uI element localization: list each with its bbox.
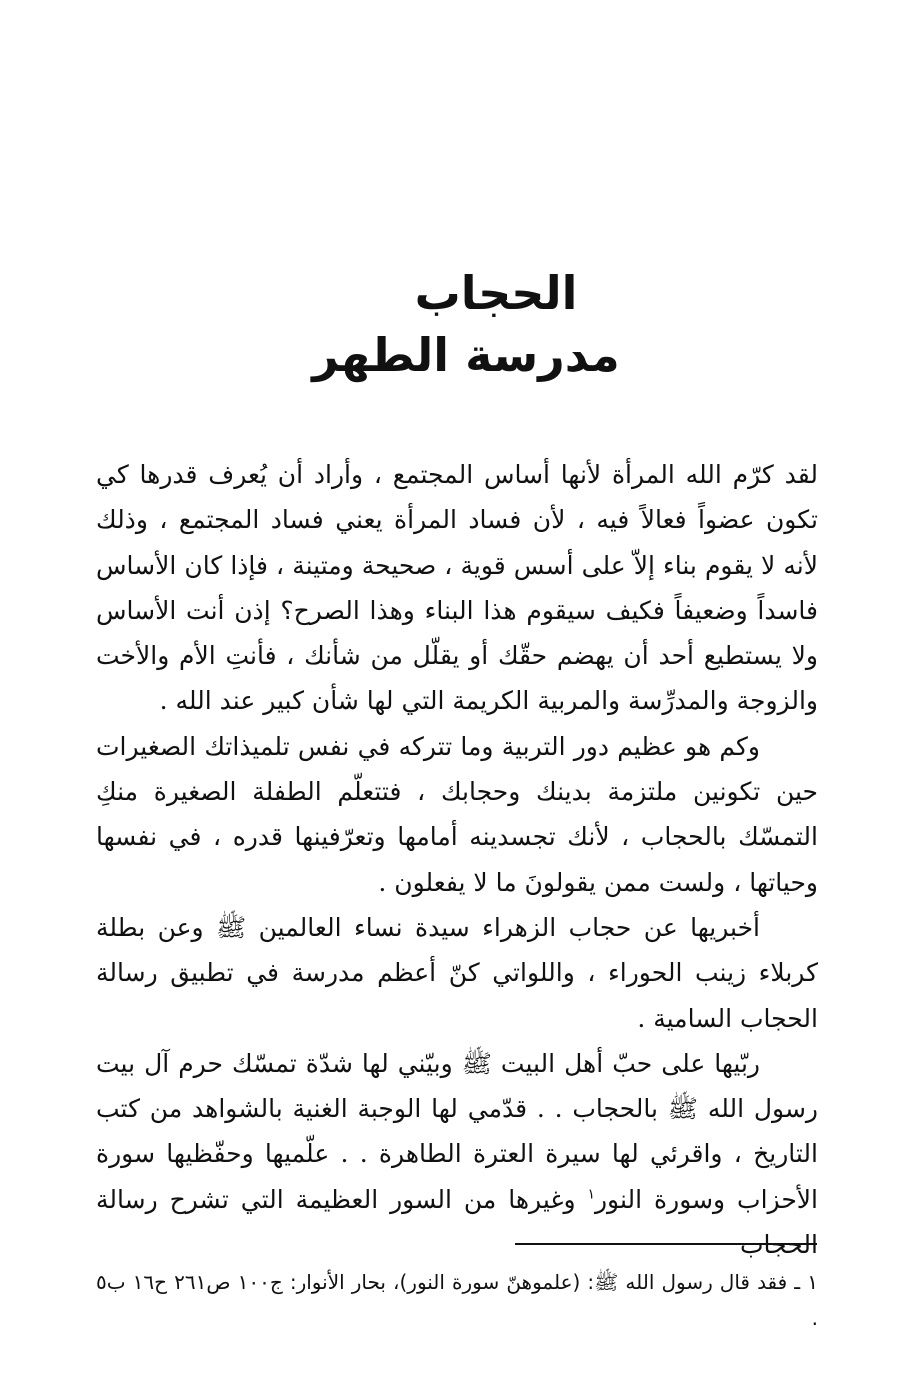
chapter-title <box>0 262 912 386</box>
title-line-school-of-purity: مدرسة الطهر <box>312 328 620 382</box>
body-text <box>96 452 818 1267</box>
footnote-reference: ١ <box>587 1186 595 1203</box>
paragraph-4 <box>96 1041 818 1267</box>
footnote-divider <box>515 1243 817 1245</box>
footnote: ١ ـ فقد قال رسول الله ﷺ: (علموهنّ سورة النور)، بحار الأنوار: ج١٠٠ ص٢٦١ ح١٦ ب٥ . <box>96 1270 818 1330</box>
paragraph-4-tail: وغيرها من السور العظيمة التي تشرح رسالة الحجاب <box>96 1184 818 1260</box>
title-line-hijab: الحجاب <box>414 266 578 320</box>
paragraph-3: أخبريها عن حجاب الزهراء سيدة نساء العالمين ﷺ وعن بطلة كربلاء زينب الحوراء ، واللواتي كنّ أعظم مدرسة في تطبيق رسالة الحجاب السامية . <box>96 912 818 1033</box>
paragraph-1: لقد كرّم الله المرأة لأنها أساس المجتمع ، وأراد أن يُعرف قدرها كي تكون عضواً فعالاً فيه ، لأن فساد المرأة يعني فساد المجتمع ، وذلك لأنه لا يقوم بناء إلاّ على أسس قوية ، صحيحة ومتينة ، فإذا كان الأساس فاسداً وضعيفاً فكيف سيقوم هذا البناء وهذا الصرح؟ إذن أنت الأساس ولا يستطيع أحد أن يهضم حقّك أو يقلّل من شأنك ، فأنتِ الأم والأخت والزوجة والمدرِّسة والمربية الكريمة التي لها شأن كبير عند الله . <box>96 460 818 716</box>
paragraph-2: وكم هو عظيم دور التربية وما تتركه في نفس تلميذاتك الصغيرات حين تكونين ملتزمة بدينك وحجابك ، فتتعلّم الطفلة الصغيرة منكِ التمسّك بالحجاب ، لأنك تجسدينه أمامها وتعرّفينها قدره ، في نفسها وحياتها ، ولست ممن يقولونَ ما لا يفعلون . <box>96 731 818 897</box>
paragraph-4-text: ربّيها على حبّ أهل البيت ﷺ وبيّني لها شدّة تمسّك حرم آل بيت رسول الله ﷺ بالحجاب . . قدّمي لها الوجبة الغنية بالشواهد من كتب التاريخ ، واقرئي لها سيرة العترة الطاهرة . . علّميها وحفّظيها سورة الأحزاب وسورة النور <box>96 1048 818 1214</box>
